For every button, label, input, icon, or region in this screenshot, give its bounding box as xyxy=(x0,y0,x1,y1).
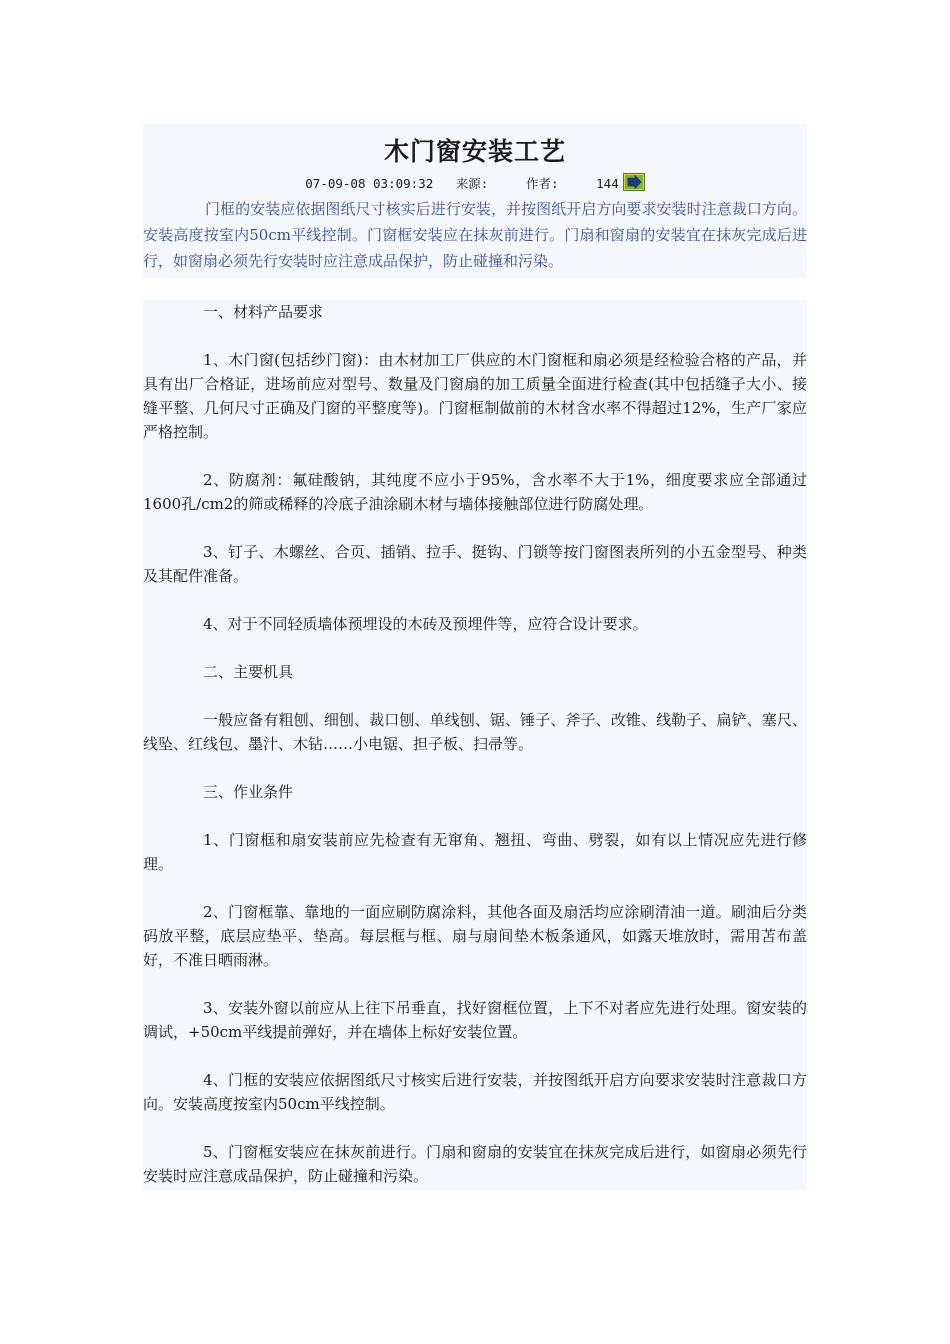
article-intro: 门框的安装应依据图纸尺寸核实后进行安装，并按图纸开启方向要求安装时注意裁口方向。安装高度按室内50cm平线控制。门窗框安装应在抹灰前进行。门扇和窗扇的安装宜在抹灰完成后进行，如窗扇必须先行安装时应注意成品保护，防止碰撞和污染。 xyxy=(143,200,807,270)
author-label: 作者: xyxy=(525,176,559,191)
article-meta xyxy=(143,172,807,196)
article-paragraph: 一、材料产品要求 xyxy=(203,303,324,321)
source-label: 来源: xyxy=(455,176,489,191)
article-paragraph: 3、钉子、木螺丝、合页、插销、拉手、挺钩、门锁等按门窗图表所列的小五金型号、种类及其配件准备。 xyxy=(143,543,807,585)
article-paragraph: 二、主要机具 xyxy=(203,663,294,681)
article-paragraph: 2、门窗框靠、靠地的一面应刷防腐涂料，其他各面及扇活均应涂刷清油一道。刷油后分类码放平整，底层应垫平、垫高。每层框与框、扇与扇间垫木板条通风，如露天堆放时，需用苫布盖好，不准日晒雨淋。 xyxy=(143,903,807,969)
article-paragraph: 4、门框的安装应依据图纸尺寸核实后进行安装，并按图纸开启方向要求安装时注意裁口方向。安装高度按室内50cm平线控制。 xyxy=(143,1071,807,1113)
next-arrow-icon[interactable] xyxy=(623,173,645,191)
article-paragraph: 3、安装外窗以前应从上往下吊垂直，找好窗框位置，上下不对者应先进行处理。窗安装的调试，+50cm平线提前弹好，并在墙体上标好安装位置。 xyxy=(143,999,807,1041)
article-paragraph: 5、门窗框安装应在抹灰前进行。门扇和窗扇的安装宜在抹灰完成后进行，如窗扇必须先行安装时应注意成品保护，防止碰撞和污染。 xyxy=(143,1143,807,1185)
article-paragraph: 1、木门窗(包括纱门窗)：由木材加工厂供应的木门窗框和扇必须是经检验合格的产品，并具有出厂合格证，进场前应对型号、数量及门窗扇的加工质量全面进行检查(其中包括缝子大小、接缝平整、几何尺寸正确及门窗的平整度等)。门窗框制做前的木材含水率不得超过12%，生产厂家应严格控制。 xyxy=(143,351,807,441)
article-datetime: 07-09-08 03:09:32 xyxy=(305,176,434,191)
article-paragraph: 4、对于不同轻质墙体预埋设的木砖及预埋件等，应符合设计要求。 xyxy=(203,615,648,633)
article-paragraph: 2、防腐剂：氟硅酸钠，其纯度不应小于95%，含水率不大于1%，细度要求应全部通过1600孔/cm2的筛或稀释的冷底子油涂刷木材与墙体接触部位进行防腐处理。 xyxy=(143,471,807,513)
article-header xyxy=(143,124,807,278)
article-title: 木门窗安装工艺 xyxy=(383,137,566,166)
article-paragraph: 1、门窗框和扇安装前应先检查有无窜角、翘扭、弯曲、劈裂，如有以上情况应先进行修理。 xyxy=(143,831,807,873)
article-paragraph: 三、作业条件 xyxy=(203,783,294,801)
view-count: 144 xyxy=(596,176,619,191)
article-body xyxy=(143,300,807,1190)
article-paragraph: 一般应备有粗刨、细刨、裁口刨、单线刨、锯、锤子、斧子、改锥、线勒子、扁铲、塞尺、线坠、红线包、墨汁、木钻……小电锯、担子板、扫帚等。 xyxy=(143,711,807,753)
article xyxy=(143,124,807,1190)
